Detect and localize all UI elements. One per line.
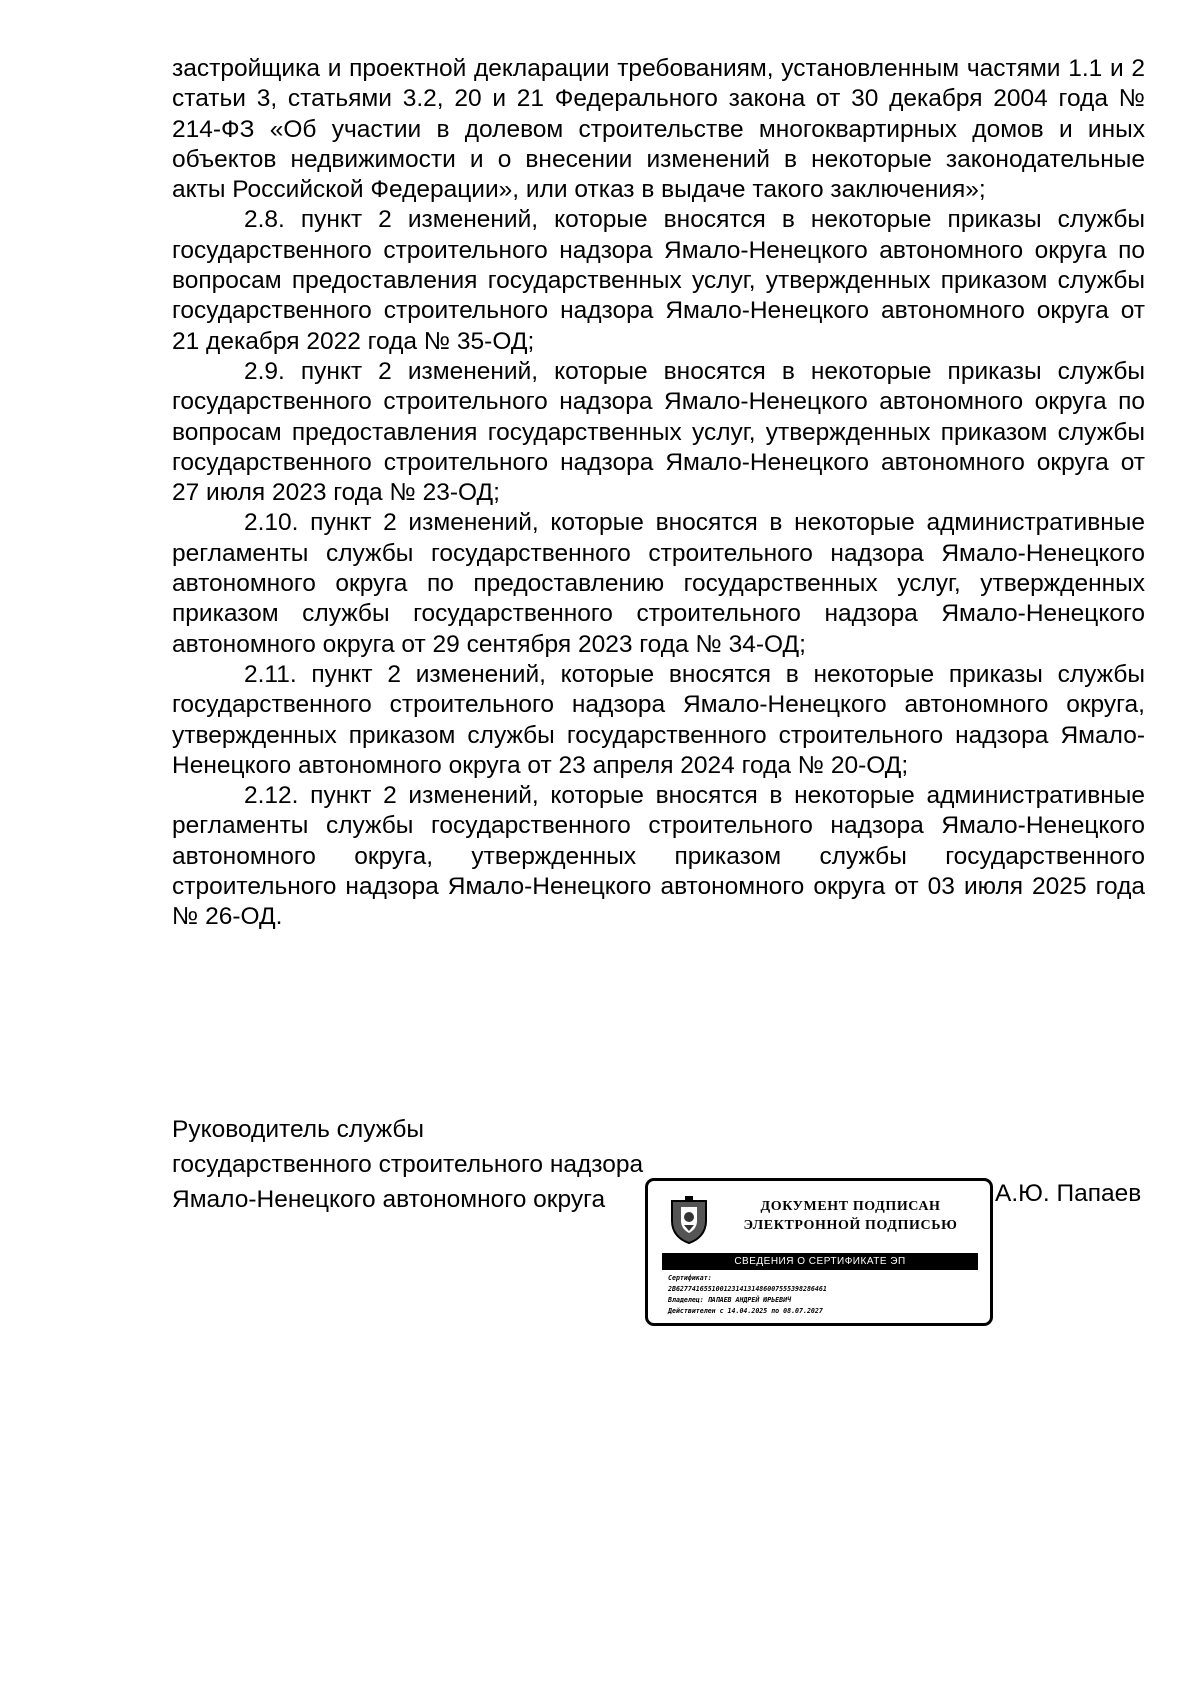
certificate-validity: Действителен с 14.04.2025 по 08.07.2027 xyxy=(668,1307,823,1315)
signer-position-line: Руководитель службы xyxy=(172,1116,425,1143)
signer-position-line: Ямало-Ненецкого автономного округа xyxy=(172,1186,606,1213)
stamp-title xyxy=(718,1197,983,1235)
list-item-2-12: 2.12. пункт 2 изменений, которые вносятся в некоторые административные регламенты службы государственного строительного надзора Ямало-Ненецкого автономного округа, утвержденных приказом службы государственного строительного надзора Ямало-Ненецкого автономного округа от 03 июля 2025 года № 26-ОД. xyxy=(172,782,1145,931)
list-item-2-10: 2.10. пункт 2 изменений, которые вносятся в некоторые административные регламенты службы государственного строительного надзора Ямало-Ненецкого автономного округа по предоставлению государственных услуг, утвержденных приказом службы государственного строительного надзора Ямало-Ненецкого автономного округа от 29 сентября 2023 года № 34-ОД; xyxy=(172,509,1145,658)
yamal-coat-of-arms-icon xyxy=(668,1195,710,1245)
list-item-2-8: 2.8. пункт 2 изменений, которые вносятся в некоторые приказы службы государственного строительного надзора Ямало-Ненецкого автономного округа по вопросам предоставления государственных услуг, утвержденных приказом службы государственного строительного надзора Ямало-Ненецкого автономного округа от 21 декабря 2022 года № 35-ОД; xyxy=(172,206,1145,355)
certificate-number: 2B62774165510012314131486007555398286461 xyxy=(668,1285,827,1293)
document-body xyxy=(172,54,1145,933)
list-item-2-11: 2.11. пункт 2 изменений, которые вносятся в некоторые приказы службы государственного строительного надзора Ямало-Ненецкого автономного округа, утвержденных приказом службы государственного строительного надзора Ямало-Ненецкого автономного округа от 23 апреля 2024 года № 20-ОД; xyxy=(172,660,1145,779)
signer-position-line: государственного строительного надзора xyxy=(172,1151,644,1178)
certificate-owner: Владелец: ПАПАЕВ АНДРЕЙ ЮРЬЕВИЧ xyxy=(668,1296,792,1304)
electronic-signature-stamp xyxy=(645,1178,993,1326)
certificate-info-bar: СВЕДЕНИЯ О СЕРТИФИКАТЕ ЭП xyxy=(662,1253,978,1270)
certificate-label: Сертификат: xyxy=(668,1274,712,1282)
stamp-title-line: ЭЛЕКТРОННОЙ ПОДПИСЬЮ xyxy=(743,1218,958,1233)
stamp-title-line: ДОКУМЕНТ ПОДПИСАН xyxy=(760,1199,941,1214)
signer-name: А.Ю. Папаев xyxy=(995,1180,1142,1207)
list-item-2-9: 2.9. пункт 2 изменений, которые вносятся в некоторые приказы службы государственного строительного надзора Ямало-Ненецкого автономного округа по вопросам предоставления государственных услуг, утвержденных приказом службы государственного строительного надзора Ямало-Ненецкого автономного округа от 27 июля 2023 года № 23-ОД; xyxy=(172,357,1145,507)
paragraph-continuation: застройщика и проектной декларации требованиям, установленным частями 1.1 и 2 статьи 3, статьями 3.2, 20 и 21 Федерального закона от 30 декабря 2004 года № 214-ФЗ «Об участии в долевом строительстве многоквартирных домов и иных объектов недвижимости и о внесении изменений в некоторые законодательные акты Российской Федерации», или отказ в выдаче такого заключения»; xyxy=(172,55,1145,204)
